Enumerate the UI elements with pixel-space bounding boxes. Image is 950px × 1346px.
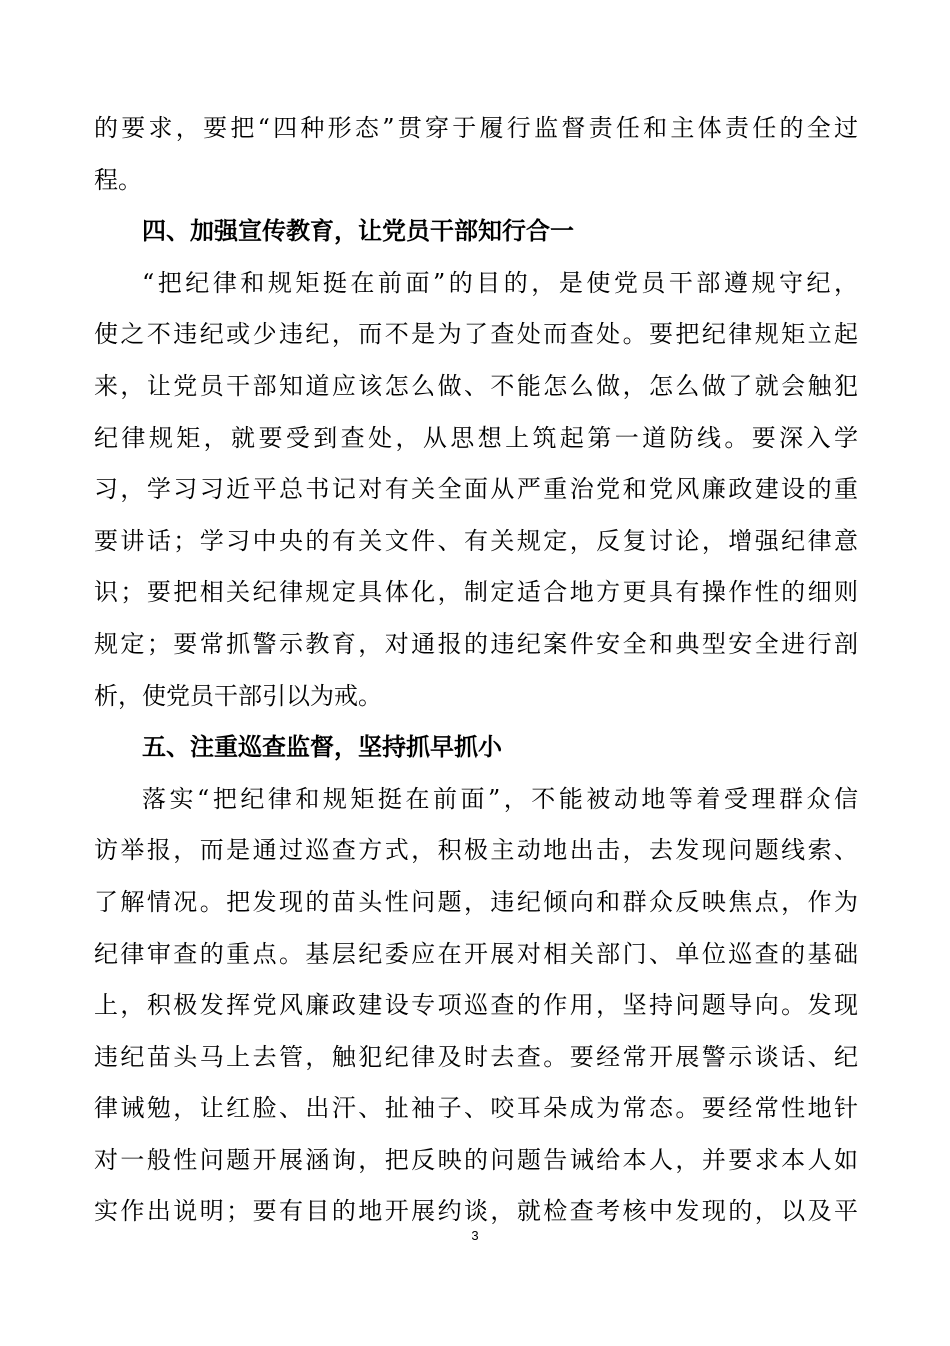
- paragraph-continuation: [94, 103, 858, 206]
- paragraph-line: 上，积极发挥党风廉政建设专项巡查的作用，坚持问题导向。发现: [94, 991, 858, 1020]
- paragraph-line: “把纪律和规矩挺在前面”的目的，是使党员干部遵规守纪，: [142, 268, 858, 297]
- paragraph-line: 了解情况。把发现的苗头性问题，违纪倾向和群众反映焦点，作为: [94, 887, 858, 916]
- paragraph-line: 程。: [94, 165, 142, 194]
- paragraph-line: 使之不违纪或少违纪，而不是为了查处而查处。要把纪律规矩立起: [94, 320, 858, 349]
- paragraph-line: 纪律审查的重点。基层纪委应在开展对相关部门、单位巡查的基础: [94, 939, 858, 968]
- paragraph-line: 要讲话；学习中央的有关文件、有关规定，反复讨论，增强纪律意: [94, 526, 858, 555]
- paragraph-line: 规定；要常抓警示教育，对通报的违纪案件安全和典型安全进行剖: [94, 629, 858, 658]
- paragraph-line: 习，学习习近平总书记对有关全面从严重治党和党风廉政建设的重: [94, 475, 858, 504]
- paragraph-line: 纪律规矩，就要受到查处，从思想上筑起第一道防线。要深入学: [94, 423, 858, 452]
- paragraph-line: 识；要把相关纪律规定具体化，制定适合地方更具有操作性的细则: [94, 578, 858, 607]
- paragraph-line: 对一般性问题开展涵询，把反映的问题告诫给本人，并要求本人如: [94, 1145, 858, 1174]
- paragraph-line: 析，使党员干部引以为戒。: [94, 681, 382, 710]
- section-heading-5: 五、注重巡查监督，坚持抓早抓小: [142, 733, 502, 762]
- paragraph-line: 来，让党员干部知道应该怎么做、不能怎么做，怎么做了就会触犯: [94, 371, 858, 400]
- paragraph-line: 落实“把纪律和规矩挺在前面”，不能被动地等着受理群众信: [142, 784, 858, 813]
- paragraph-line: 的要求，要把“四种形态”贯穿于履行监督责任和主体责任的全过: [94, 114, 858, 142]
- paragraph-section-4: [94, 258, 858, 722]
- paragraph-line: 违纪苗头马上去管，触犯纪律及时去查。要经常开展警示谈话、纪: [94, 1042, 858, 1071]
- paragraph-section-5: [94, 774, 858, 1238]
- document-body: [94, 103, 858, 1238]
- paragraph-line: 访举报，而是通过巡查方式，积极主动地出击，去发现问题线索、: [94, 836, 858, 865]
- paragraph-line: 律诫勉，让红脸、出汗、扯袖子、咬耳朵成为常态。要经常性地针: [94, 1094, 858, 1123]
- paragraph-line: 实作出说明；要有目的地开展约谈，就检查考核中发现的，以及平: [94, 1197, 858, 1226]
- page-number: 3: [471, 1228, 479, 1243]
- section-heading-4: 四、加强宣传教育，让党员干部知行合一: [142, 217, 574, 246]
